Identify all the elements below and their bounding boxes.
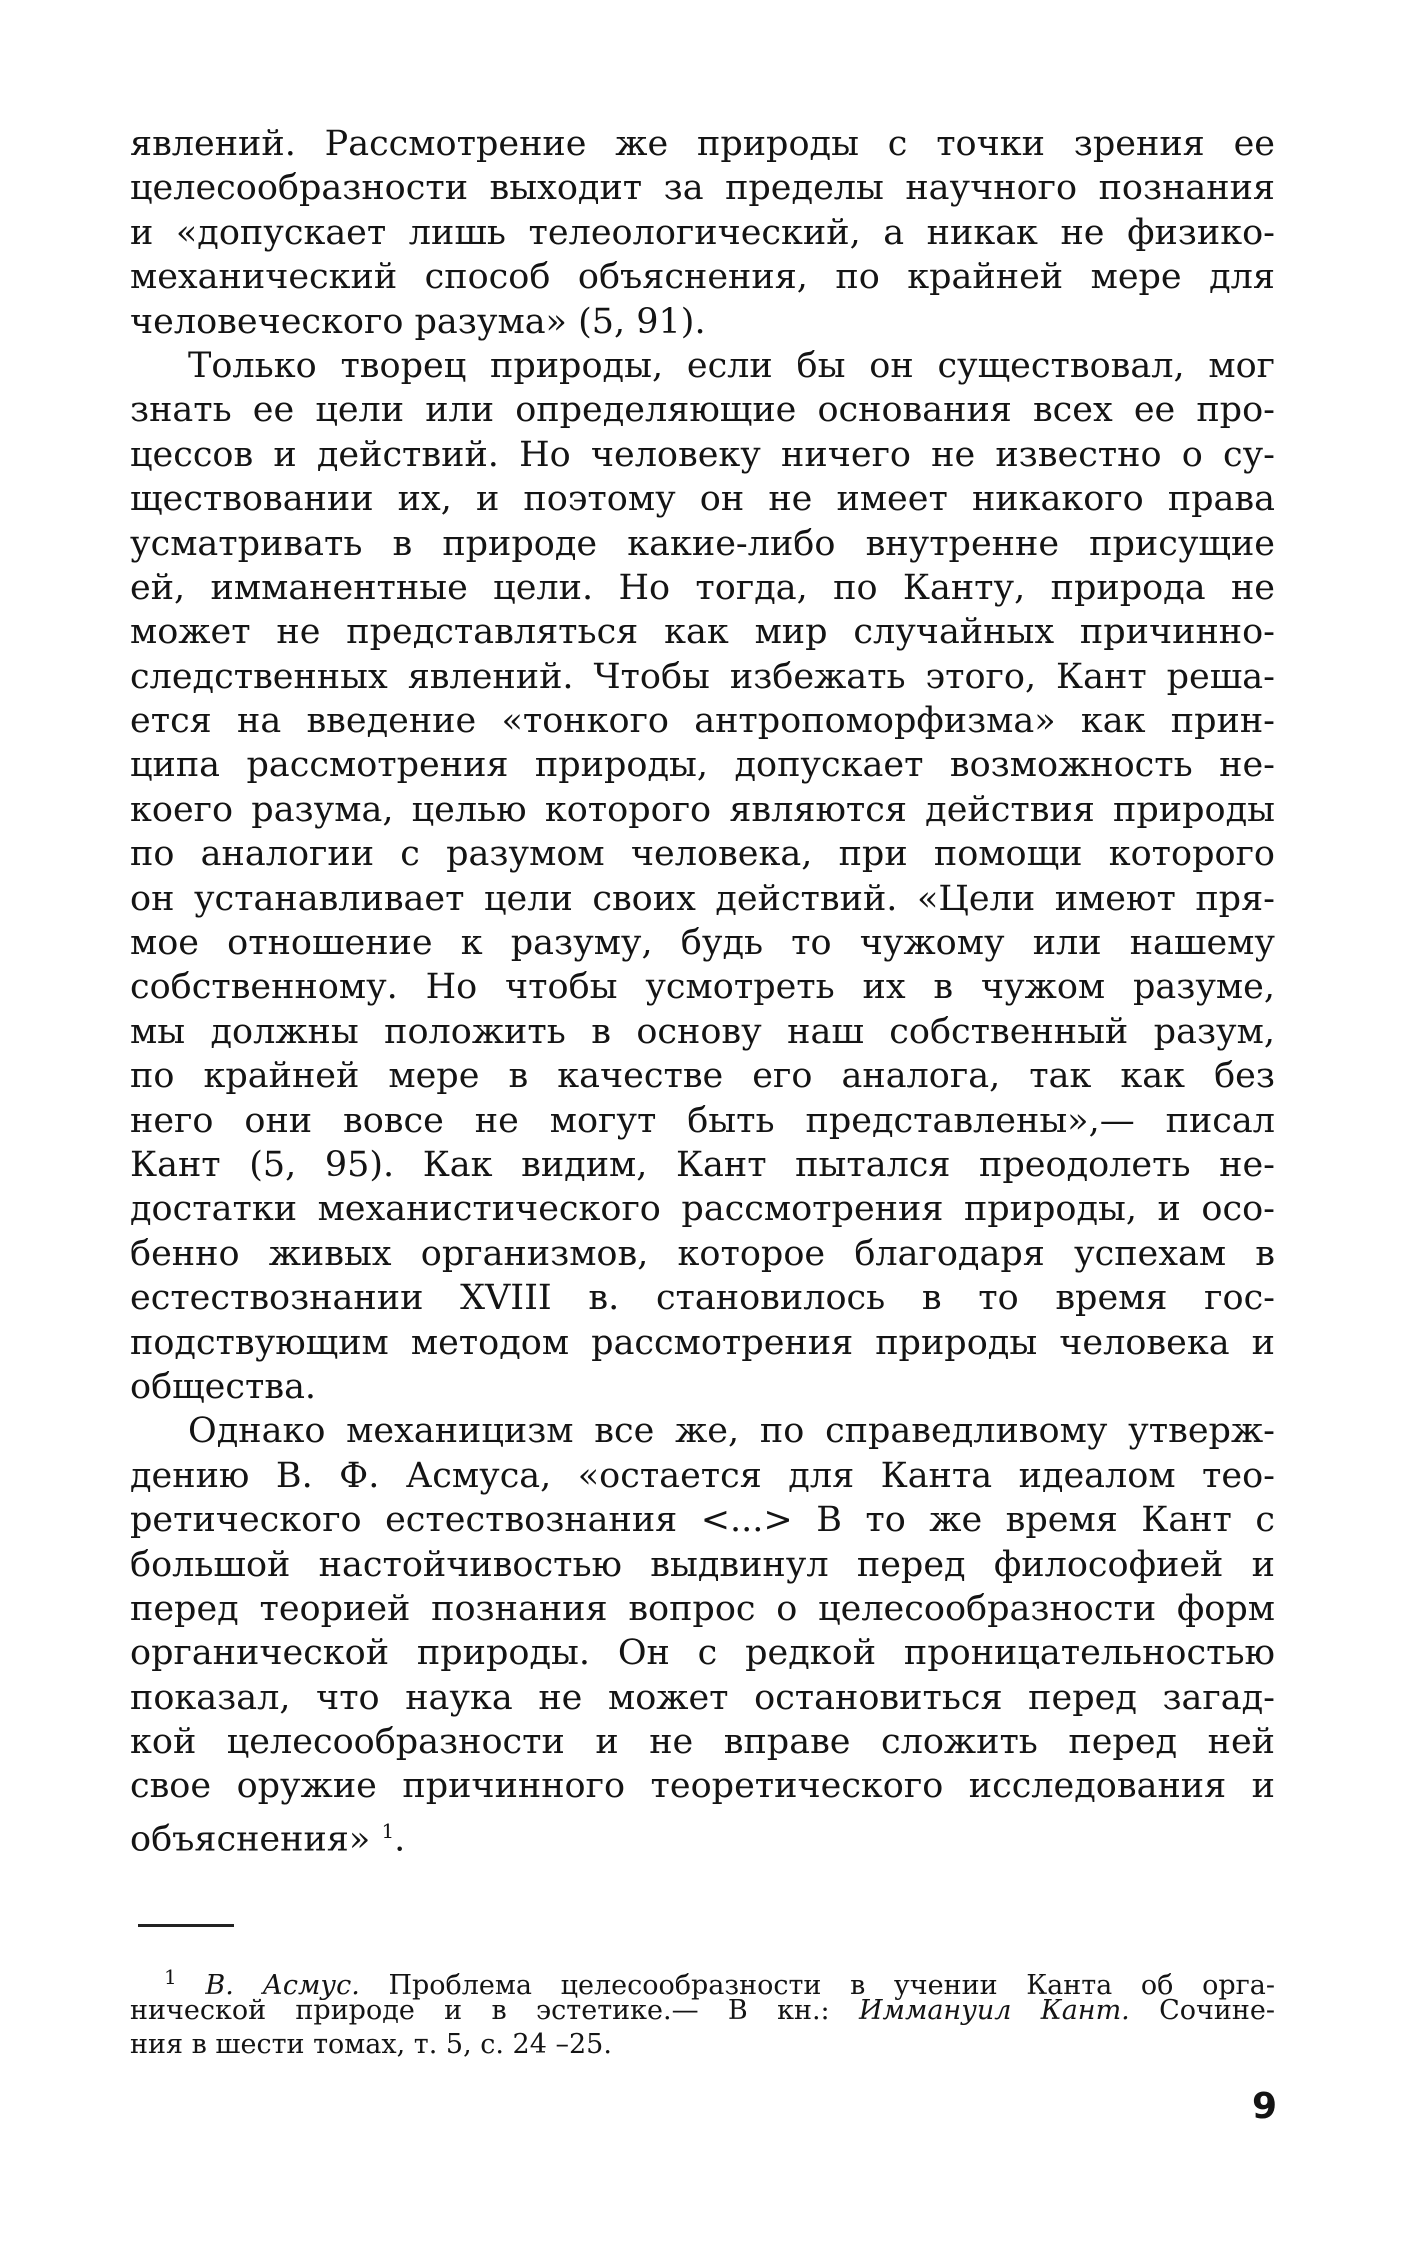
footnote-text: нической природе и в эстетике.— В кн.: [130,1995,830,2026]
text-line: общества. [130,1366,317,1407]
text-line: Кант (5, 95). Как видим, Кант пытался преодолеть не- [130,1144,1275,1185]
footnote-book-title: Иммануил Кант. [859,1995,1130,2026]
text-line: ществовании их, и поэтому он не имеет никакого права [130,479,1275,520]
footnote-line: ния в шести томах, т. 5, с. 24 –25. [130,2029,612,2060]
text-line: Однако механицизм все же, по справедливому утверж- [188,1411,1275,1452]
text-line: и «допускает лишь телеологический, а никак не физико- [130,212,1275,253]
footnote-line [130,1994,1275,2028]
text-line: мое отношение к разуму, будь то чужому или нашему [130,923,1275,964]
text-line: человеческого разума» (5, 91). [130,301,706,342]
footnote-text: Проблема целесообразности в учении Канта об орга- [388,1970,1275,2001]
text-line: усматривать в природе какие-либо внутренне присущие [130,523,1275,564]
footnote-divider [138,1924,234,1927]
text-line: Только творец природы, если бы он существовал, мог [188,345,1275,386]
text-line: механический способ объяснения, по крайней мере для [130,257,1275,298]
text-line: него они вовсе не могут быть представлены»,— писал [130,1100,1275,1141]
footnote-text: Сочине- [1159,1995,1275,2026]
text-line: коего разума, целью которого являются действия природы [130,789,1275,830]
text-line: мы должны положить в основу наш собственный разум, [130,1011,1275,1052]
text-line: свое оружие причинного теоретического исследования и [130,1766,1275,1807]
text-line: знать ее цели или определяющие основания всех ее про- [130,390,1275,431]
text-line: по аналогии с разумом человека, при помощи которого [130,834,1275,875]
text-line: целесообразности выходит за пределы научного познания [130,168,1275,209]
text-line: следственных явлений. Чтобы избежать этого, Кант реша- [130,656,1275,697]
text-line: по крайней мере в качестве его аналога, так как без [130,1056,1275,1097]
main-text [130,122,1275,1860]
footnote-reference[interactable]: 1 [381,1818,395,1843]
text-line: показал, что наука не может остановиться перед загад- [130,1677,1275,1718]
text-line: достатки механистического рассмотрения природы, и осо- [130,1189,1275,1230]
paragraph-1 [130,122,1275,344]
text-line: органической природы. Он с редкой проницательностью [130,1633,1275,1674]
text-line: ципа рассмотрения природы, допускает возможность не- [130,745,1275,786]
text-line: подствующим методом рассмотрения природы человека и [130,1322,1275,1363]
text-line-content: объяснения» [130,1819,371,1860]
footnote-marker: 1 [164,1965,177,1989]
text-line: объяснения» $^1$. [130,1818,406,1860]
text-line: он устанавливает цели своих действий. «Цели имеют пря- [130,878,1275,919]
text-line: ретического естествознания <...> В то же время Кант с [130,1500,1275,1541]
text-line: цессов и действий. Но человеку ничего не известно о су- [130,434,1275,475]
footnote-line [130,1960,1275,2001]
text-line: естествознании XVIII в. становилось в то время гос- [130,1278,1275,1319]
text-line: кой целесообразности и не вправе сложить перед ней [130,1722,1275,1763]
text-line: дению В. Ф. Асмуса, «остается для Канта идеалом тео- [130,1455,1275,1496]
paragraph-2 [130,344,1275,1409]
text-line: ей, имманентные цели. Но тогда, по Канту, природа не [130,567,1275,608]
text-line: большой настойчивостью выдвинул перед философией и [130,1544,1275,1585]
text-line: ется на введение «тонкого антропоморфизма» как прин- [130,701,1275,742]
text-line: явлений. Рассмотрение же природы с точки зрения ее [130,124,1275,164]
text-line: собственному. Но чтобы усмотреть их в чужом разуме, [130,967,1275,1008]
text-line: бенно живых организмов, которое благодаря успехам в [130,1233,1275,1274]
paragraph-3 [130,1409,1275,1860]
footnote-author: В. Асмус. [205,1970,360,2001]
text-line: может не представляться как мир случайных причинно- [130,612,1275,653]
footnote [130,1960,1275,2062]
text-line: перед теорией познания вопрос о целесообразности форм [130,1588,1275,1629]
page-number: 9 [1252,2086,1278,2127]
